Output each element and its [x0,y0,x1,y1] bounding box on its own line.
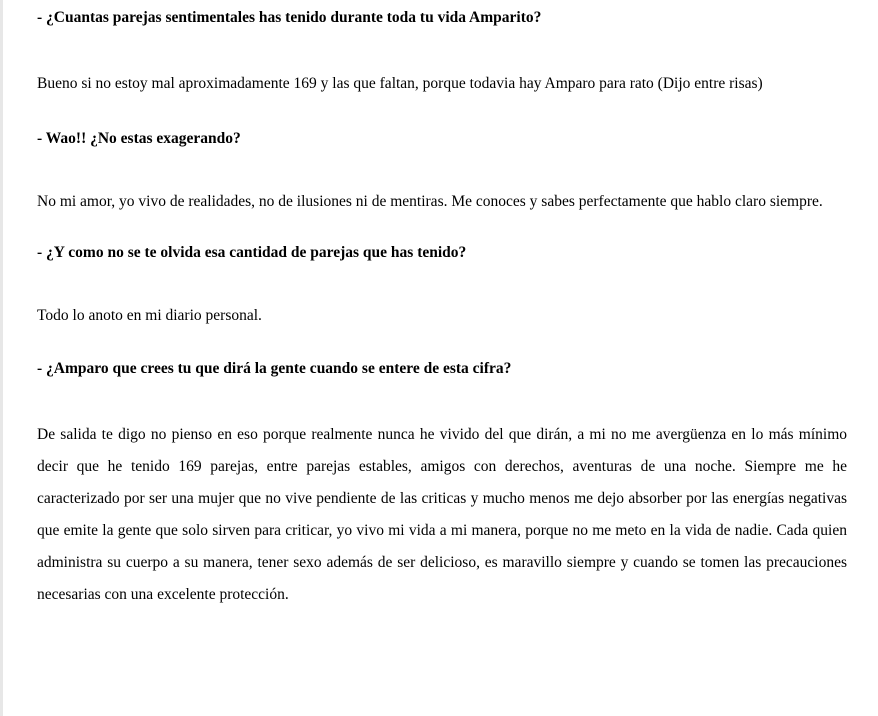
question-4: - ¿Amparo que crees tu que dirá la gente cuando se entere de esta cifra? [37,360,512,377]
question-1: - ¿Cuantas parejas sentimentales has tenido durante toda tu vida Amparito? [37,9,542,26]
question-3: - ¿Y como no se te olvida esa cantidad de parejas que has tenido? [37,244,467,261]
page-left-edge [0,0,3,716]
answer-1: Bueno si no estoy mal aproximadamente 169 y las que faltan, porque todavia hay Amparo para rato (Dijo entre risas) [37,75,763,92]
document-body [37,5,847,611]
question-2: - Wao!! ¿No estas exagerando? [37,130,241,147]
answer-2: No mi amor, yo vivo de realidades, no de ilusiones ni de mentiras. Me conoces y sabes perfectamente que hablo claro siempre. [37,193,823,210]
answer-4: De salida te digo no pienso en eso porque realmente nunca he vivido del que dirán, a mi no me avergüenza en lo más mínimo decir que he tenido 169 parejas, entre parejas estables, amigos con derechos, aventuras de una noche. Siempre me he caracterizado por ser una mujer que no vive pendiente de las criticas y mucho menos me dejo absorber por las energías negativas que emite la gente que solo sirven para criticar, yo vivo mi vida a mi manera, porque no me meto en la vida de nadie. Cada quien administra su cuerpo a su manera, tener sexo además de ser delicioso, es maravillo siempre y cuando se tomen las precauciones necesarias con una excelente protección. [37,426,847,603]
answer-3: Todo lo anoto en mi diario personal. [37,307,262,324]
